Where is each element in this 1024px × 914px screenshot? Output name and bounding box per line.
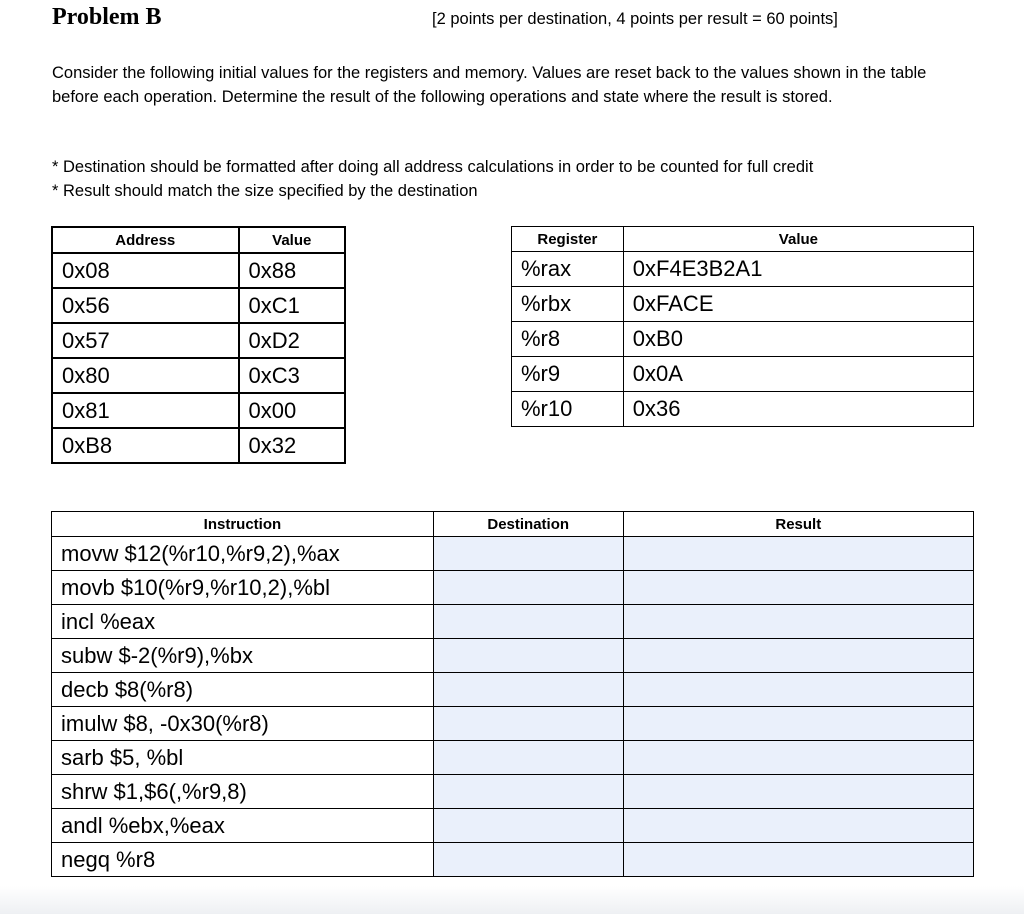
register-name-cell: %rbx: [512, 287, 624, 322]
destination-answer-field[interactable]: [433, 639, 623, 673]
register-name-cell: %rax: [512, 252, 624, 287]
instruction-cell: decb $8(%r8): [52, 673, 434, 707]
table-row: [52, 358, 345, 393]
result-answer-field[interactable]: [623, 809, 973, 843]
destination-answer-field[interactable]: [433, 707, 623, 741]
result-answer-field[interactable]: [623, 707, 973, 741]
table-row: [512, 287, 974, 322]
result-answer-field[interactable]: [623, 639, 973, 673]
memory-address-cell: 0x57: [52, 323, 239, 358]
result-answer-field[interactable]: [623, 605, 973, 639]
notes: [52, 156, 952, 203]
destination-answer-field[interactable]: [433, 809, 623, 843]
destination-answer-field[interactable]: [433, 673, 623, 707]
result-answer-field[interactable]: [623, 843, 973, 877]
table-row: [52, 741, 974, 775]
result-answer-field[interactable]: [623, 741, 973, 775]
register-value-cell: 0x0A: [623, 357, 973, 392]
memory-value-cell: 0x88: [239, 253, 345, 288]
memory-address-cell: 0x08: [52, 253, 239, 288]
memory-table: [51, 226, 346, 464]
bottom-shadow: [0, 886, 1024, 914]
table-row: [52, 288, 345, 323]
instruction-cell: imulw $8, -0x30(%r8): [52, 707, 434, 741]
register-value-cell: 0xB0: [623, 322, 973, 357]
instruction-cell: incl %eax: [52, 605, 434, 639]
instruction-header-instruction: Instruction: [52, 512, 434, 537]
memory-value-cell: 0x00: [239, 393, 345, 428]
instruction-cell: subw $-2(%r9),%bx: [52, 639, 434, 673]
memory-value-cell: 0xC3: [239, 358, 345, 393]
destination-answer-field[interactable]: [433, 741, 623, 775]
instruction-table: [51, 511, 974, 877]
instruction-cell: andl %ebx,%eax: [52, 809, 434, 843]
register-name-cell: %r10: [512, 392, 624, 427]
table-row: [52, 393, 345, 428]
intro-paragraph: Consider the following initial values for the registers and memory. Values are reset back to the values shown in the table before each operation. Determine the result of the following operations and state where the result is stored.: [52, 64, 927, 106]
problem-title: Problem B: [52, 4, 162, 30]
instruction-header-result: Result: [623, 512, 973, 537]
register-value-cell: 0xFACE: [623, 287, 973, 322]
table-row: [512, 392, 974, 427]
register-name-cell: %r8: [512, 322, 624, 357]
table-row: [52, 843, 974, 877]
table-row: [52, 775, 974, 809]
result-answer-field[interactable]: [623, 537, 973, 571]
memory-value-cell: 0xC1: [239, 288, 345, 323]
result-answer-field[interactable]: [623, 775, 973, 809]
destination-answer-field[interactable]: [433, 537, 623, 571]
memory-address-cell: 0xB8: [52, 428, 239, 463]
destination-answer-field[interactable]: [433, 571, 623, 605]
memory-header-address: Address: [52, 227, 239, 253]
table-row: [52, 571, 974, 605]
points-info: [2 points per destination, 4 points per result = 60 points]: [432, 10, 838, 28]
destination-answer-field[interactable]: [433, 775, 623, 809]
memory-header-value: Value: [239, 227, 345, 253]
destination-answer-field[interactable]: [433, 843, 623, 877]
table-row: [52, 428, 345, 463]
table-row: [52, 809, 974, 843]
table-row: [52, 537, 974, 571]
register-header-register: Register: [512, 227, 624, 252]
instruction-cell: movb $10(%r9,%r10,2),%bl: [52, 571, 434, 605]
table-row: [52, 253, 345, 288]
memory-value-cell: 0xD2: [239, 323, 345, 358]
instruction-cell: sarb $5, %bl: [52, 741, 434, 775]
result-answer-field[interactable]: [623, 673, 973, 707]
result-answer-field[interactable]: [623, 571, 973, 605]
note-destination: * Destination should be formatted after doing all address calculations in order to be counted for full credit: [52, 158, 814, 176]
table-row: [512, 322, 974, 357]
table-row: [52, 707, 974, 741]
table-row: [52, 639, 974, 673]
register-header-value: Value: [623, 227, 973, 252]
table-row: [52, 605, 974, 639]
instruction-cell: shrw $1,$6(,%r9,8): [52, 775, 434, 809]
instruction-header-destination: Destination: [433, 512, 623, 537]
memory-address-cell: 0x81: [52, 393, 239, 428]
memory-address-cell: 0x56: [52, 288, 239, 323]
register-value-cell: 0xF4E3B2A1: [623, 252, 973, 287]
register-value-cell: 0x36: [623, 392, 973, 427]
table-row: [52, 323, 345, 358]
instruction-cell: negq %r8: [52, 843, 434, 877]
table-row: [512, 252, 974, 287]
instruction-cell: movw $12(%r10,%r9,2),%ax: [52, 537, 434, 571]
memory-value-cell: 0x32: [239, 428, 345, 463]
destination-answer-field[interactable]: [433, 605, 623, 639]
register-name-cell: %r9: [512, 357, 624, 392]
register-table: [511, 226, 974, 427]
note-result: * Result should match the size specified by the destination: [52, 181, 478, 200]
table-row: [52, 673, 974, 707]
memory-address-cell: 0x80: [52, 358, 239, 393]
table-row: [512, 357, 974, 392]
